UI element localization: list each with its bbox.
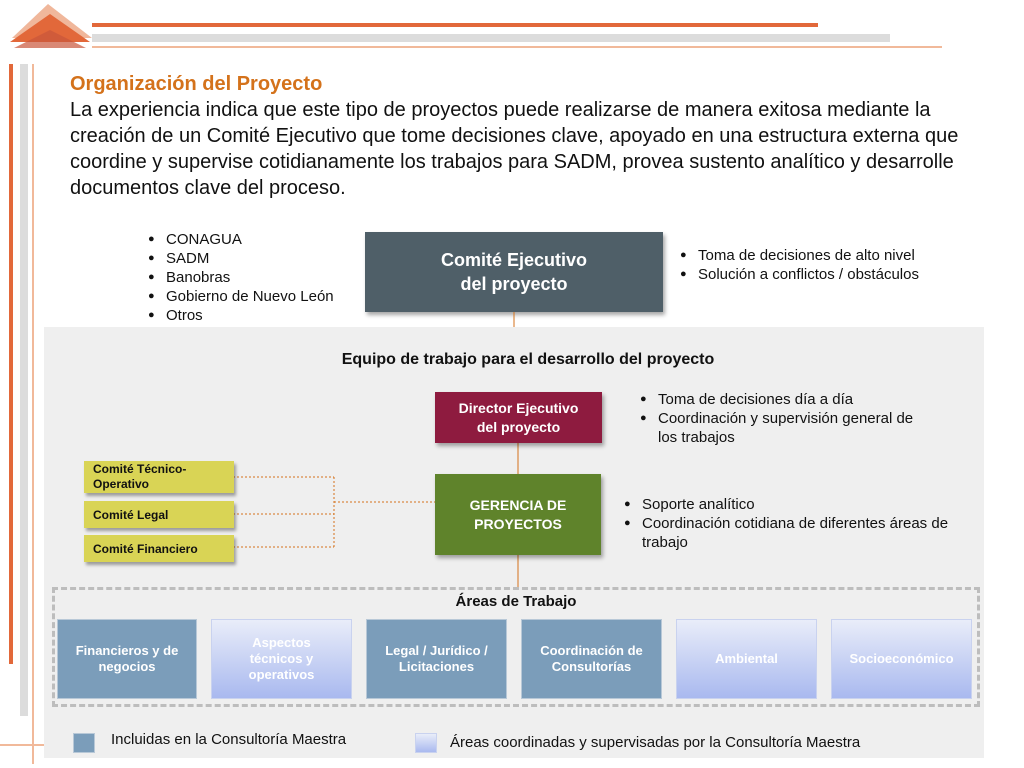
- list-item: ● Toma de decisiones día a día: [638, 390, 928, 409]
- management-line1: GERENCIA DE: [469, 496, 567, 513]
- area-socioeconomic: Socioeconómico: [831, 619, 972, 699]
- list-item: ● CONAGUA: [146, 230, 361, 249]
- team-heading: Equipo de trabajo para el desarrollo del proyecto: [341, 351, 715, 368]
- list-item: ● Gobierno de Nuevo León: [146, 287, 361, 306]
- legend-coordinated-label: Áreas coordinadas y supervisadas por la Consultoría Maestra: [450, 734, 861, 751]
- management-roles-list: [622, 495, 962, 552]
- intro-paragraph: La experiencia indica que este tipo de proyectos puede realizarse de manera exitosa mediante la creación de un Comité Ejecutivo que tome decisiones clave, apoyado en una estructura externa que coordine y supervise cotidianamente los trabajos para SADM, provea sustento analítico y desarrolle documentos clave del proceso.: [70, 99, 959, 199]
- page-title: Organización del Proyecto: [70, 73, 323, 95]
- director-box: [435, 392, 602, 443]
- list-item: ● Otros: [146, 306, 361, 325]
- committee-legal: Comité Legal: [84, 501, 234, 528]
- area-consulting-coordination: Coordinación de Consultorías: [521, 619, 662, 699]
- legend-swatch-coordinated: [415, 733, 437, 753]
- committee-technical-operative: Comité Técnico-Operativo: [84, 461, 234, 493]
- executive-committee-line1: Comité Ejecutivo: [440, 250, 588, 270]
- director-roles-list: [638, 390, 928, 447]
- list-item: ● Banobras: [146, 268, 361, 287]
- work-areas-heading: Áreas de Trabajo: [455, 593, 577, 610]
- list-item: ● Soporte analítico: [622, 495, 962, 514]
- director-line1: Director Ejecutivo: [458, 399, 579, 416]
- area-technical-operational: Aspectos técnicos y operativos: [211, 619, 352, 699]
- management-box: [435, 474, 601, 555]
- list-item: ● Solución a conflictos / obstáculos: [678, 265, 978, 284]
- legend-swatch-included: [73, 733, 95, 753]
- area-legal: Legal / Jurídico / Licitaciones: [366, 619, 507, 699]
- list-item: ● SADM: [146, 249, 361, 268]
- legend-included-label: Incluidas en la Consultoría Maestra: [111, 731, 347, 748]
- list-item: ● Coordinación y supervisión general de los trabajos: [638, 409, 928, 447]
- area-financial-business: Financieros y de negocios: [57, 619, 197, 699]
- director-line2: del proyecto: [476, 418, 561, 435]
- executive-committee-line2: del proyecto: [460, 274, 568, 294]
- list-item: ● Coordinación cotidiana de diferentes áreas de trabajo: [622, 514, 962, 552]
- list-item: ● Toma de decisiones de alto nivel: [678, 246, 978, 265]
- management-line2: PROYECTOS: [474, 515, 562, 532]
- area-environmental: Ambiental: [676, 619, 817, 699]
- committee-financial: Comité Financiero: [84, 535, 234, 562]
